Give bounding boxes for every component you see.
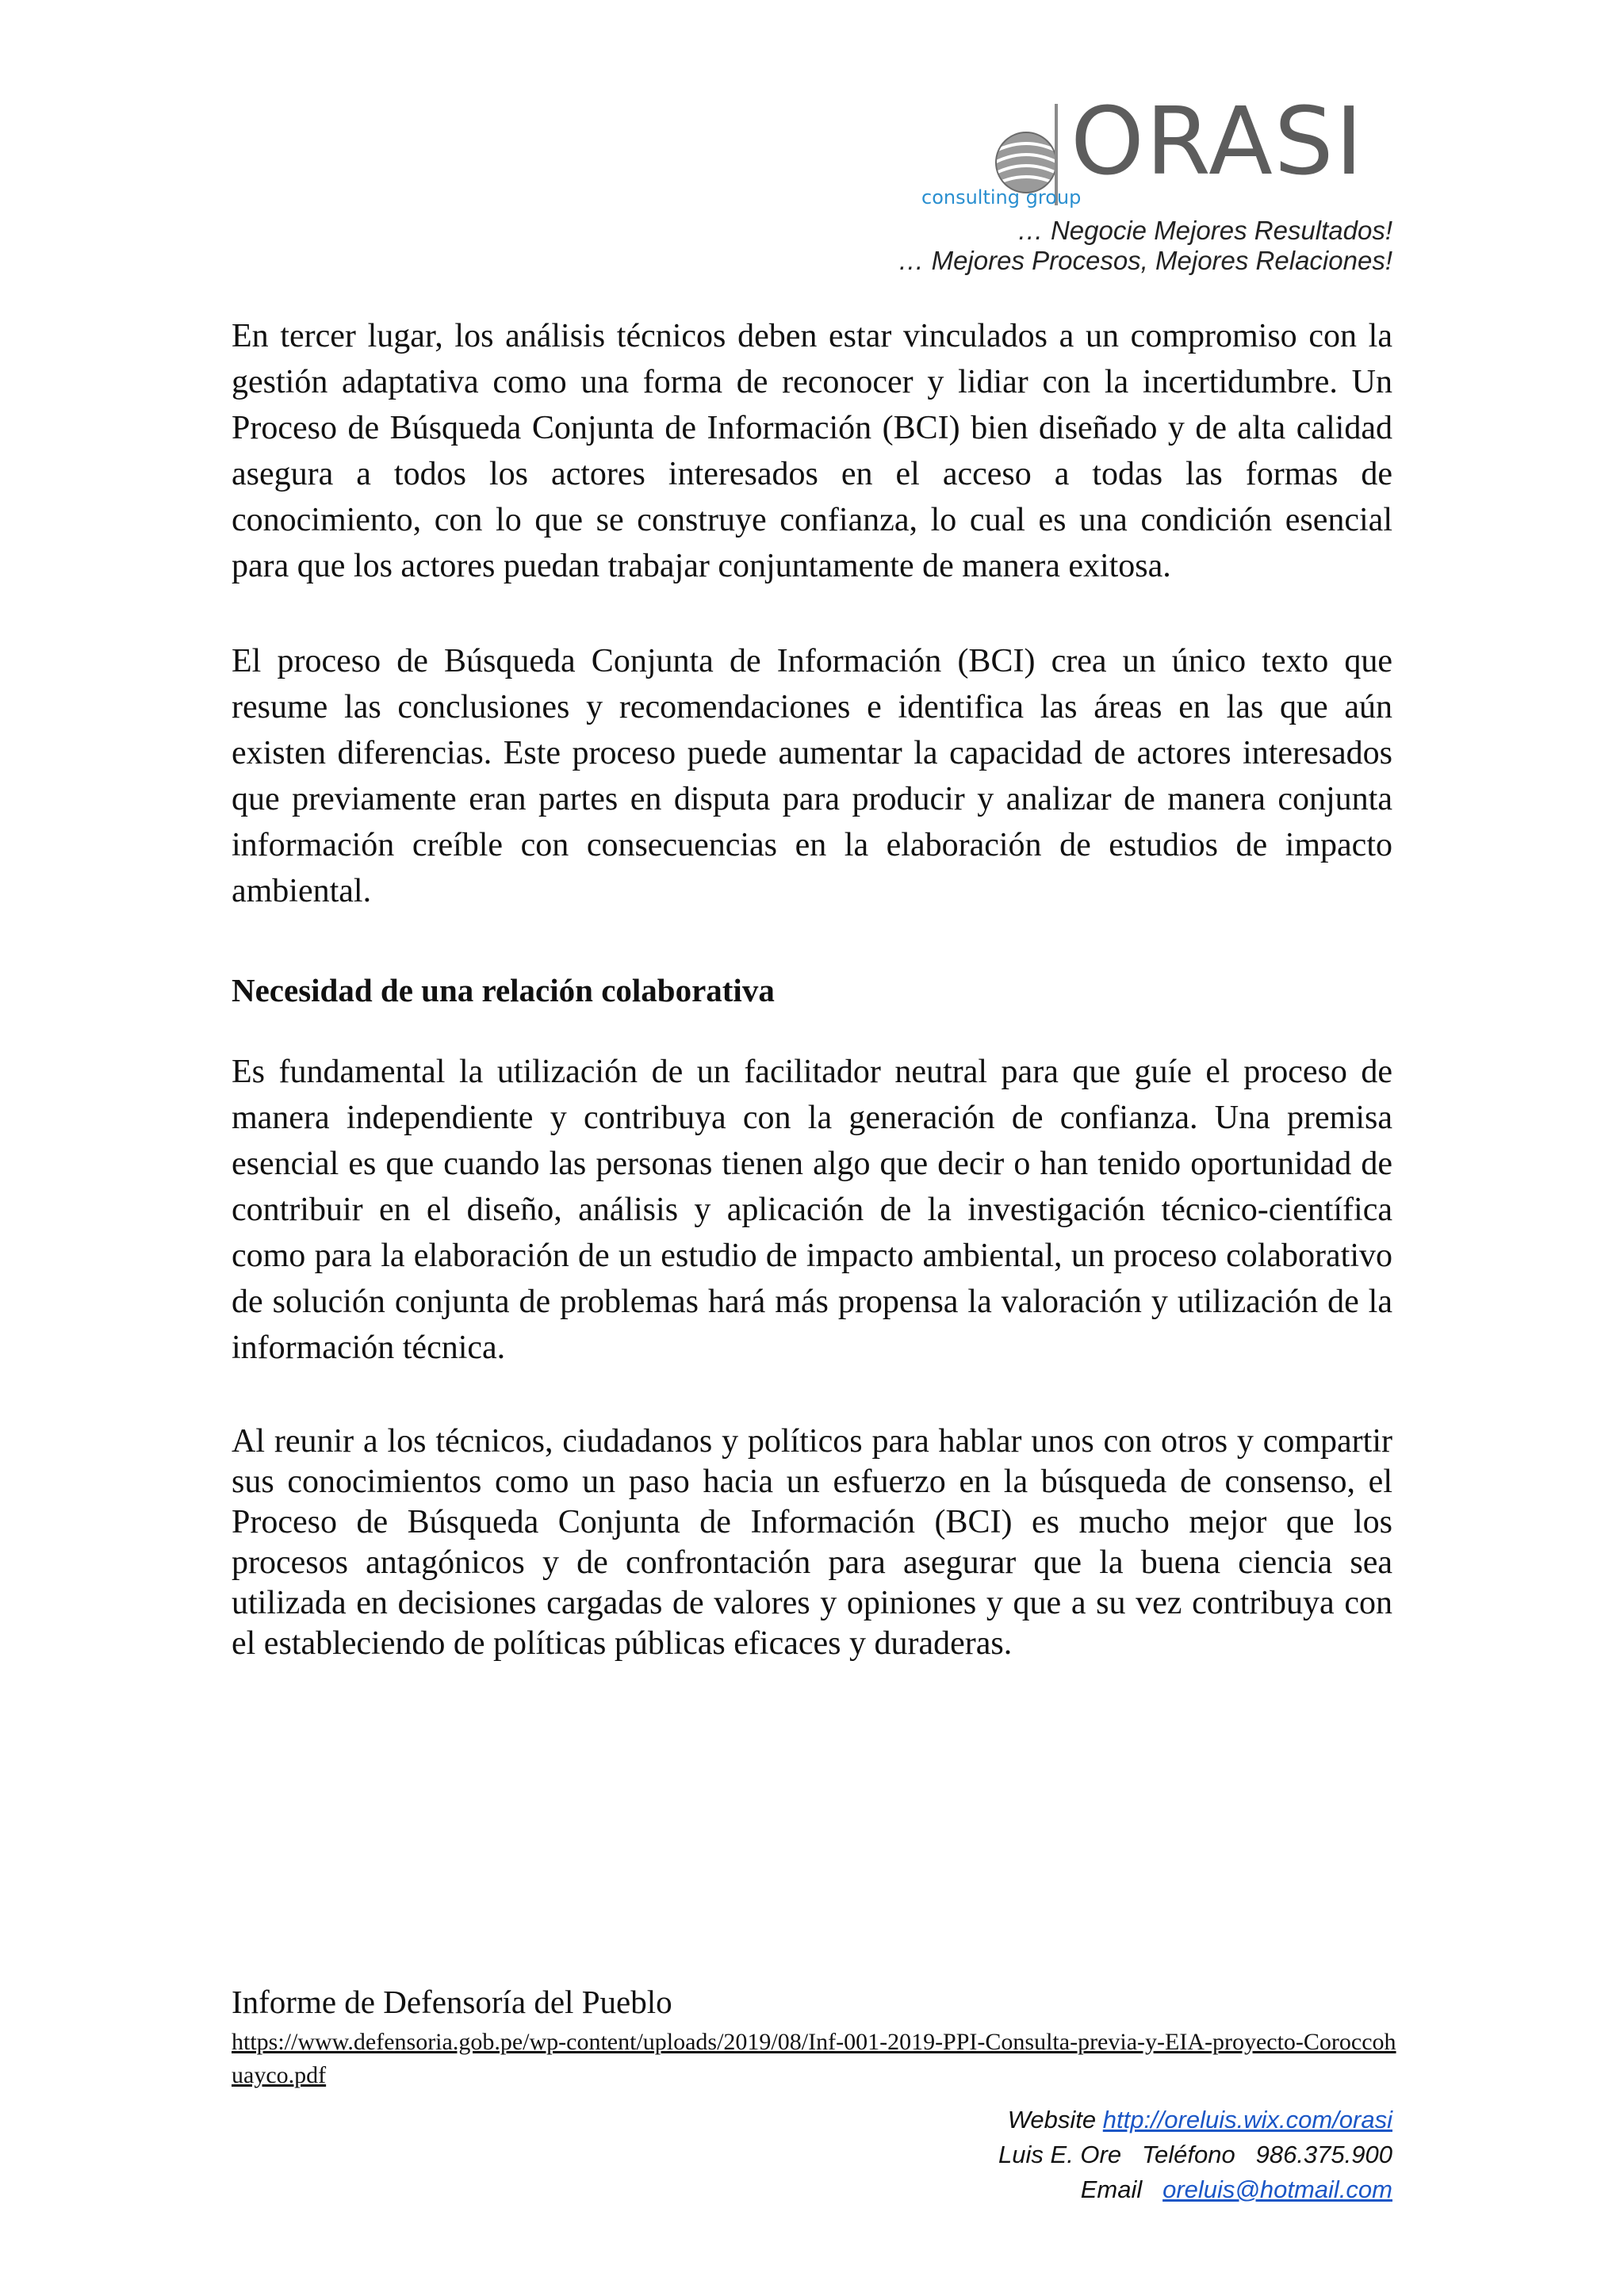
website-link[interactable]: http://oreluis.wix.com/orasi: [1102, 2106, 1392, 2133]
body-paragraph-1: [232, 313, 1392, 589]
paragraph-text: Al reunir a los técnicos, ciudadanos y políticos para hablar unos con otros y compartir sus conocimientos como un paso hacia un esfuerzo en la búsqueda de consenso, el Proceso de Búsqueda Conjunta de Información (BCI) es mucho mejor que los procesos antagónicos y de confrontación para asegurar que la buena ciencia sea utilizada en decisiones cargadas de valores y opiniones y que a su vez contribuya con el estableciendo de políticas públicas eficaces y duraderas.: [232, 1423, 1392, 1662]
paragraph-text: Es fundamental la utilización de un facilitador neutral para que guíe el proceso de manera independiente y contribuya con la generación de confianza. Una premisa esencial es que cuando las personas tienen algo que decir o han tenido oportunidad de contribuir en el diseño, análisis y aplicación de la investigación técnico-científica como para la elaboración de un estudio de impacto ambiental, un proceso colaborativo de solución conjunta de problemas hará más propensa la valoración y utilización de la información técnica.: [232, 1054, 1392, 1366]
body-paragraph-2: [232, 638, 1392, 914]
tagline-line-1: … Negocie Mejores Resultados!: [1017, 216, 1392, 245]
contact-phone: [998, 2137, 1392, 2172]
contact-name: Luis E. Ore: [998, 2141, 1122, 2168]
paragraph-text: En tercer lugar, los análisis técnicos deben estar vinculados a un compromiso con la gestión adaptativa como una forma de reconocer y lidiar con la incertidumbre. Un Proceso de Búsqueda Conjunta de Información (BCI) bien diseñado y de alta calidad asegura a todos los actores interesados en el acceso a todas las formas de conocimiento, con lo que se construye confianza, lo cual es una condición esencial para que los actores puedan trabajar conjuntamente de manera exitosa.: [232, 318, 1392, 584]
section-heading: Necesidad de una relación colaborativa: [232, 972, 775, 1008]
orasi-logo: [912, 86, 1396, 210]
paragraph-text: El proceso de Búsqueda Conjunta de Información (BCI) crea un único texto que resume las conclusiones y recomendaciones e identifica las áreas en las que aún existen diferencias. Este proceso puede aumentar la capacidad de actores interesados que previamente eran partes en disputa para producir y analizar de manera conjunta información creíble con consecuencias en la elaboración de estudios de impacto ambiental.: [232, 643, 1392, 909]
logo-subtitle: consulting group: [921, 186, 1082, 209]
tagline-line-2: … Mejores Procesos, Mejores Relaciones!: [898, 246, 1392, 275]
logo-wordmark: ORASI: [1071, 86, 1365, 196]
body-paragraph-3: [232, 1049, 1392, 1371]
email-label: Email: [1080, 2175, 1143, 2203]
body-paragraph-4: [232, 1422, 1392, 1664]
reference-link[interactable]: https://www.defensoria.gob.pe/wp-content/uploads/2019/08/Inf-001-2019-PPI-Consulta-previa-y-EIA-proyecto-Coroccohuayco.pdf: [232, 2029, 1396, 2088]
contact-website: [1008, 2103, 1392, 2137]
phone-label: Teléfono: [1141, 2141, 1235, 2168]
website-label: Website: [1007, 2106, 1097, 2133]
phone-number: 986.375.900: [1255, 2141, 1392, 2168]
contact-email: [1081, 2172, 1392, 2207]
reference-title: Informe de Defensoría del Pueblo: [232, 1984, 672, 2020]
email-link[interactable]: oreluis@hotmail.com: [1162, 2175, 1392, 2203]
